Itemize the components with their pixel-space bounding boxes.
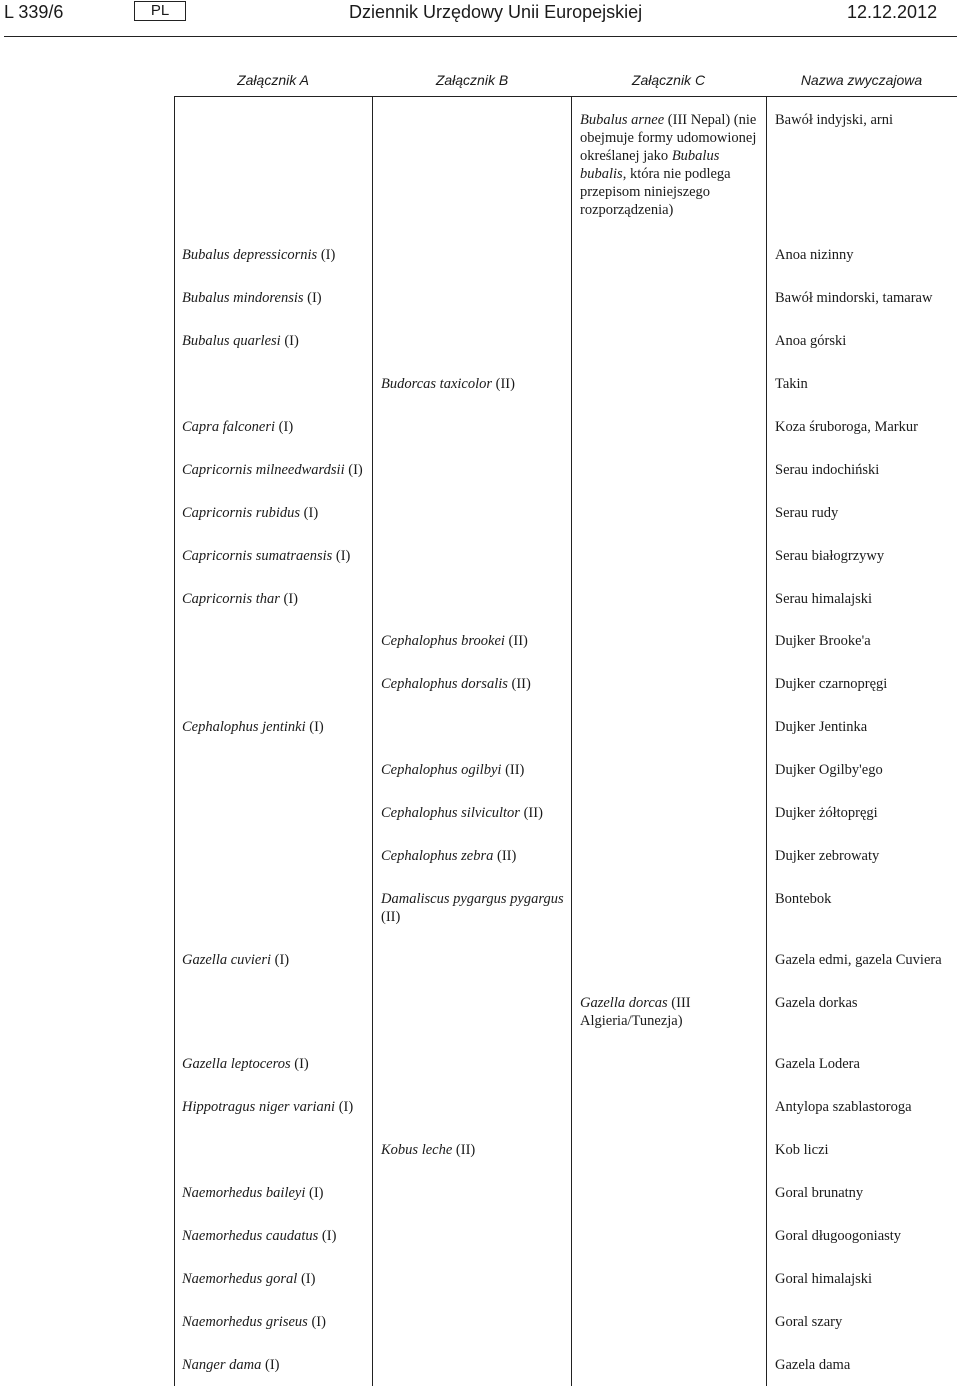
species-name: Cephalophus zebra [381,848,494,864]
species-name: Bubalus bubalis [580,148,720,182]
annex-marker: (I) [290,1056,309,1072]
annex-marker: (I) [303,290,322,306]
annex-a-cell [182,718,368,736]
common-name-cell: Dujker Jentinka [775,719,868,735]
common-name-cell: Gazela dama [775,1357,851,1373]
annex-marker: (II) [504,633,528,649]
common-name-cell: Bontebok [775,891,832,907]
common-name-cell: Gazela edmi, gazela Cuviera [775,952,942,968]
common-name-cell: Bawół indyjski, arni [775,112,894,128]
common-name-cell: Serau rudy [775,505,839,521]
annex-b-cell [381,804,565,822]
column-divider [766,96,767,1386]
annex-b-cell [381,761,565,779]
column-divider [372,96,373,1386]
common-name-cell: Gazela Lodera [775,1056,860,1072]
species-name: Nanger dama [182,1357,262,1373]
species-name: Cephalophus dorsalis [381,676,508,692]
common-name-cell: Anoa górski [775,333,847,349]
species-name: Gazella cuvieri [182,952,271,968]
column-header-common-name: Nazwa zwyczajowa [800,72,923,88]
annex-marker: (III Algieria/Tunezja) [580,995,691,1029]
common-name-cell: Dujker czarnopręgi [775,676,888,692]
column-header-annex-b: Załącznik B [435,72,509,88]
annex-note: (III Nepal) (nie obejmuje formy udomowionej określanej jako [580,112,757,164]
language-badge: PL [134,1,186,21]
annex-a-cell [182,1055,368,1073]
annex-b-cell [381,847,565,865]
column-header-annex-c: Załącznik C [631,72,706,88]
common-name-cell: Goral brunatny [775,1185,864,1201]
annex-b-cell [381,375,565,393]
annex-marker: (II) [493,848,517,864]
species-name: Hippotragus niger variani [182,1099,336,1115]
annex-a-cell [182,418,368,436]
annex-b-cell [381,632,565,650]
annex-marker: (I) [297,1271,316,1287]
publication-date: 12.12.2012 [847,2,938,22]
header-rule [4,36,957,37]
species-name: Cephalophus ogilbyi [381,762,502,778]
common-name-cell: Goral himalajski [775,1271,873,1287]
annex-marker: (I) [300,505,319,521]
common-name-cell: Takin [775,376,808,392]
annex-marker: (II) [381,909,401,925]
annex-a-cell [182,547,368,565]
species-name: Gazella leptoceros [182,1056,291,1072]
page-reference: L 339/6 [4,2,64,22]
common-name-cell: Serau indochiński [775,462,880,478]
common-name-cell: Koza śruboroga, Markur [775,419,918,435]
annex-marker: (I) [305,719,324,735]
species-name: Damaliscus pygargus pygargus [381,891,564,907]
annex-marker: (I) [335,1099,354,1115]
annex-b-cell [381,675,565,693]
journal-title: Dziennik Urzędowy Unii Europejskiej [349,2,643,22]
annex-marker: (I) [305,1185,324,1201]
annex-c-cell [580,111,760,219]
annex-c-cell [580,994,760,1030]
species-name: Budorcas taxicolor [381,376,493,392]
species-name: Naemorhedus caudatus [182,1228,319,1244]
annex-a-cell [182,1356,368,1374]
common-name-cell: Anoa nizinny [775,247,854,263]
species-name: Naemorhedus griseus [182,1314,308,1330]
annex-a-cell [182,1227,368,1245]
annex-note: , która nie podlega przepisom niniejszego rozporządzenia) [580,166,731,218]
species-name: Capricornis rubidus [182,505,301,521]
species-name: Bubalus quarlesi [182,333,281,349]
annex-marker: (I) [317,247,336,263]
column-divider [174,96,175,1386]
annex-marker: (II) [519,805,543,821]
annex-a-cell [182,1270,368,1288]
species-name: Bubalus mindorensis [182,290,304,306]
common-name-cell: Kob liczi [775,1142,829,1158]
annex-marker: (I) [318,1228,337,1244]
annex-marker: (I) [307,1314,326,1330]
species-name: Capricornis thar [182,591,280,607]
annex-a-cell [182,332,368,350]
common-name-cell: Dujker Brooke'a [775,633,871,649]
column-header-annex-a: Załącznik A [237,72,309,88]
common-name-cell: Serau białogrzywy [775,548,885,564]
annex-marker: (I) [275,419,294,435]
annex-a-cell [182,461,368,479]
annex-a-cell [182,246,368,264]
annex-a-cell [182,1184,368,1202]
common-name-cell: Goral szary [775,1314,843,1330]
column-divider [571,96,572,1386]
annex-b-cell [381,1141,565,1159]
species-name: Naemorhedus goral [182,1271,298,1287]
column-header-rule [174,96,957,97]
species-name: Cephalophus brookei [381,633,505,649]
annex-a-cell [182,590,368,608]
annex-marker: (II) [492,376,515,392]
annex-marker: (I) [344,462,363,478]
species-name: Cephalophus jentinki [182,719,306,735]
annex-marker: (I) [261,1357,280,1373]
annex-marker: (I) [279,591,299,607]
species-name: Kobus leche [381,1142,453,1158]
species-name: Cephalophus silvicultor [381,805,520,821]
common-name-cell: Dujker zebrowaty [775,848,880,864]
common-name-cell: Serau himalajski [775,591,873,607]
annex-a-cell [182,951,368,969]
species-name: Gazella dorcas [580,995,668,1011]
common-name-cell: Gazela dorkas [775,995,858,1011]
annex-marker: (I) [271,952,290,968]
annex-a-cell [182,504,368,522]
annex-b-cell [381,890,565,926]
common-name-cell: Dujker żółtopręgi [775,805,878,821]
species-name: Bubalus arnee [580,112,665,128]
annex-a-cell [182,289,368,307]
species-name: Capra falconeri [182,419,276,435]
common-name-cell: Antylopa szablastoroga [775,1099,912,1115]
annex-marker: (I) [332,548,351,564]
species-name: Bubalus depressicornis [182,247,318,263]
annex-marker: (II) [501,762,525,778]
common-name-cell: Goral długoogoniasty [775,1228,902,1244]
annex-marker: (II) [452,1142,476,1158]
common-name-cell: Bawół mindorski, tamaraw [775,290,933,306]
species-name: Capricornis sumatraensis [182,548,333,564]
annex-a-cell [182,1313,368,1331]
annex-marker: (I) [280,333,299,349]
common-name-cell: Dujker Ogilby'ego [775,762,883,778]
annex-a-cell [182,1098,368,1116]
species-name: Capricornis milneedwardsii [182,462,345,478]
species-name: Naemorhedus baileyi [182,1185,306,1201]
annex-marker: (II) [507,676,531,692]
